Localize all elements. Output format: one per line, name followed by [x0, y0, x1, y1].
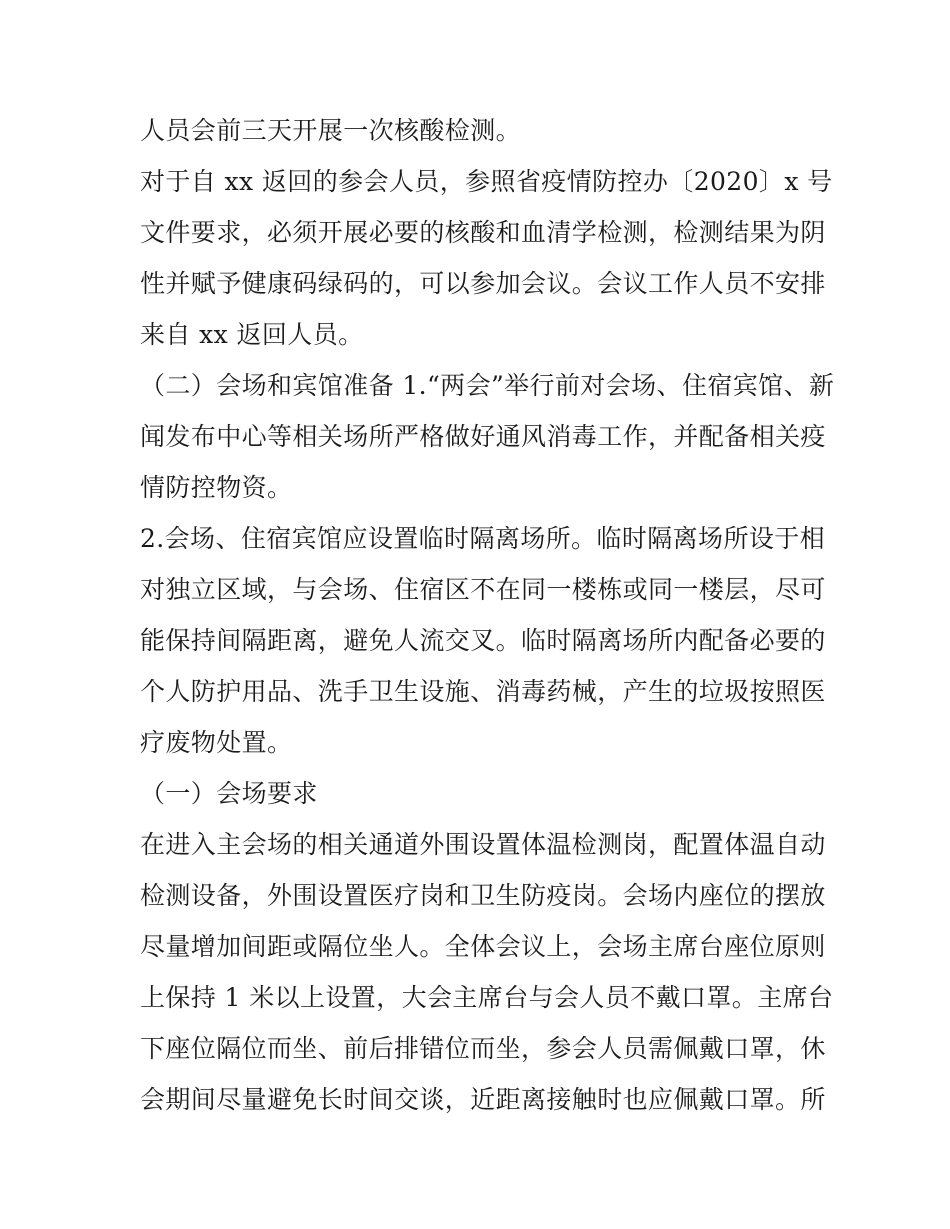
section-heading: （一）会场要求	[140, 779, 318, 808]
text-line: 下座位隔位而坐、前后排错位而坐，参会人员需佩戴口罩，休	[140, 1034, 826, 1063]
text-line: 个人防护用品、洗手卫生设施、消毒药械，产生的垃圾按照医	[140, 677, 826, 706]
text-line: 检测设备，外围设置医疗岗和卫生防疫岗。会场内座位的摆放	[140, 881, 826, 910]
text-line: （二）会场和宾馆准备 1.“两会”举行前对会场、住宿宾馆、新	[140, 371, 835, 400]
text-line: 人员会前三天开展一次核酸检测。	[140, 116, 522, 145]
text-line: 闻发布中心等相关场所严格做好通风消毒工作，并配备相关疫	[140, 422, 826, 451]
text-line: 会期间尽量避免长时间交谈，近距离接触时也应佩戴口罩。所	[140, 1085, 826, 1114]
text-line: 在进入主会场的相关通道外围设置体温检测岗，配置体温自动	[140, 830, 826, 859]
text-line: 对独立区域，与会场、住宿区不在同一楼栋或同一楼层，尽可	[140, 575, 826, 604]
text-line: 对于自 xx 返回的参会人员，参照省疫情防控办〔2020〕x 号	[140, 167, 833, 196]
text-line: 上保持 1 米以上设置，大会主席台与会人员不戴口罩。主席台	[140, 983, 834, 1012]
text-line: 2.会场、住宿宾馆应设置临时隔离场所。临时隔离场所设于相	[140, 524, 826, 553]
text-line: 情防控物资。	[140, 473, 293, 502]
text-line: 性并赋予健康码绿码的，可以参加会议。会议工作人员不安排	[140, 269, 826, 298]
text-line: 疗废物处置。	[140, 728, 293, 757]
text-line: 来自 xx 返回人员。	[140, 320, 364, 349]
text-line: 文件要求，必须开展必要的核酸和血清学检测，检测结果为阴	[140, 218, 826, 247]
text-line: 能保持间隔距离，避免人流交叉。临时隔离场所内配备必要的	[140, 626, 826, 655]
text-line: 尽量增加间距或隔位坐人。全体会议上，会场主席台座位原则	[140, 932, 826, 961]
document-body	[140, 105, 835, 1125]
